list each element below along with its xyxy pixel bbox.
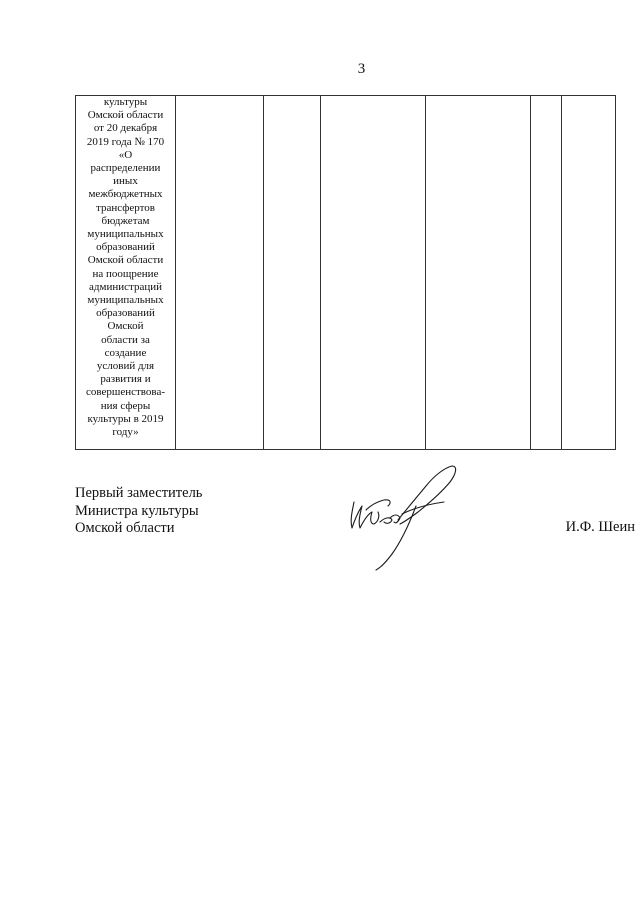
signer-title-line: Министра культуры xyxy=(75,502,199,519)
cell-text-line: совершенствова- xyxy=(85,386,166,399)
cell-text-line: от 20 декабря xyxy=(93,122,158,135)
cell-text-line: области за xyxy=(101,333,150,346)
cell-text-line: муниципальных xyxy=(87,294,164,307)
cell-text-line: иных xyxy=(113,175,138,188)
cell-text-line: межбюджетных xyxy=(88,188,163,201)
signer-title xyxy=(75,485,202,538)
cell-text-line: культуры xyxy=(103,96,148,108)
table-cell-empty xyxy=(264,96,321,450)
page-number: 3 xyxy=(357,61,366,77)
table-cell-description xyxy=(76,96,176,450)
cell-text-line: развития и xyxy=(100,373,151,386)
table-cell-empty xyxy=(426,96,531,450)
signer-name: И.Ф. Шеин xyxy=(565,519,635,535)
cell-text-line: создание xyxy=(104,346,147,359)
cell-text-line: на поощрение xyxy=(92,267,159,280)
signer-title-line: Омской области xyxy=(75,520,175,536)
cell-text-line: условий для xyxy=(96,360,155,373)
cell-text-line: 2019 года № 170 xyxy=(86,135,165,148)
cell-text-line: распределении xyxy=(90,162,161,175)
cell-text-line: Омской области xyxy=(87,254,164,267)
cell-text-line: образований xyxy=(96,307,155,320)
table-cell-empty xyxy=(321,96,426,450)
document-table xyxy=(75,95,616,450)
table-cell-empty xyxy=(531,96,562,450)
table-row xyxy=(76,96,616,450)
cell-text-line: администраций xyxy=(89,280,162,293)
handwritten-signature xyxy=(340,462,480,572)
signer-title-line: Первый заместитель xyxy=(75,485,203,501)
cell-text-line: ния сферы xyxy=(100,399,151,412)
cell-text-line: Омской области xyxy=(87,109,164,122)
cell-text-line: культуры в 2019 xyxy=(87,412,164,425)
cell-text-line: муниципальных xyxy=(87,228,164,241)
cell-text-line: году» xyxy=(112,426,139,439)
cell-text-line: «О xyxy=(118,148,133,161)
table-cell-empty xyxy=(562,96,616,450)
cell-text-line: образований xyxy=(96,241,155,254)
cell-text-line: трансфертов xyxy=(96,201,155,214)
cell-text-line: Омской xyxy=(107,320,144,333)
table-cell-empty xyxy=(176,96,264,450)
cell-text-line: бюджетам xyxy=(101,214,150,227)
